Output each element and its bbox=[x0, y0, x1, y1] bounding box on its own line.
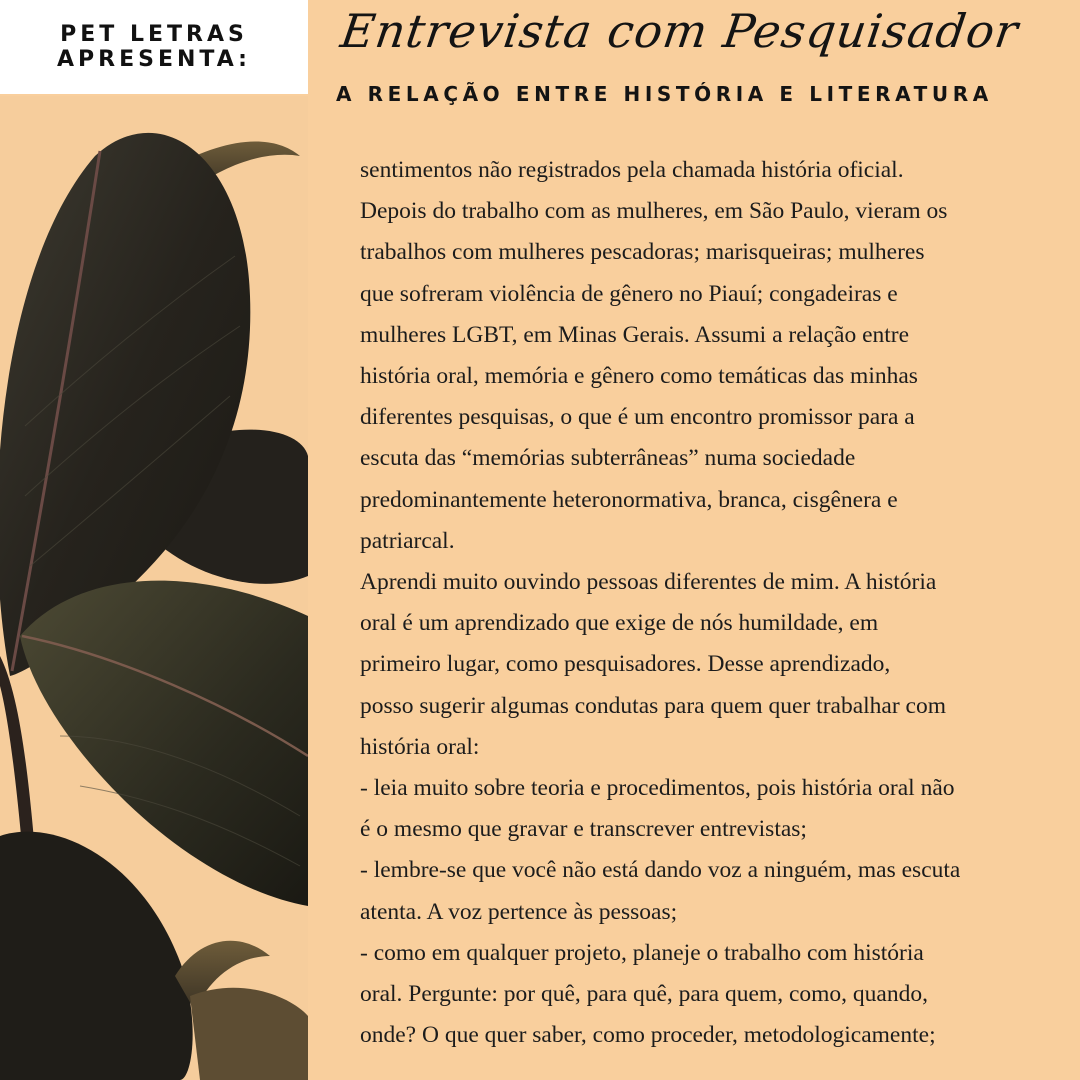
rubber-plant-leaves-icon bbox=[0, 96, 308, 1080]
text-line: Depois do trabalho com as mulheres, em São Paulo, vieram os bbox=[360, 198, 948, 225]
text-line: sentimentos não registrados pela chamada história oficial. bbox=[360, 157, 904, 183]
text-line: predominantemente heteronormativa, branca, cisgênera e bbox=[360, 486, 898, 513]
text-line: - lembre-se que você não está dando voz a ninguém, mas escuta bbox=[360, 857, 961, 884]
presenter-badge bbox=[0, 0, 308, 94]
text-line: atenta. A voz pertence às pessoas; bbox=[360, 898, 678, 925]
text-line: oral é um aprendizado que exige de nós humildade, em bbox=[360, 610, 879, 637]
text-line: diferentes pesquisas, o que é um encontro promissor para a bbox=[360, 404, 915, 431]
text-line: escuta das “memórias subterrâneas” numa sociedade bbox=[360, 445, 856, 472]
page-subtitle: A RELAÇÃO ENTRE HISTÓRIA E LITERATURA bbox=[336, 82, 993, 106]
page-title: Entrevista com Pesquisador bbox=[337, 4, 1023, 58]
text-line: - leia muito sobre teoria e procedimentos, pois história oral não bbox=[360, 775, 955, 802]
badge-line-1: PET LETRAS bbox=[60, 22, 248, 47]
badge-line-2: APRESENTA: bbox=[57, 47, 251, 72]
text-line: onde? O que quer saber, como proceder, metodologicamente; bbox=[360, 1022, 936, 1049]
text-line: - como em qualquer projeto, planeje o trabalho com história bbox=[360, 939, 924, 966]
text-line: Aprendi muito ouvindo pessoas diferentes de mim. A história bbox=[360, 569, 937, 596]
text-line: mulheres LGBT, em Minas Gerais. Assumi a relação entre bbox=[360, 321, 910, 348]
text-line: oral. Pergunte: por quê, para quê, para quem, como, quando, bbox=[360, 981, 928, 1008]
text-line: primeiro lugar, como pesquisadores. Desse aprendizado, bbox=[360, 651, 891, 678]
text-line: posso sugerir algumas condutas para quem quer trabalhar com bbox=[360, 692, 947, 719]
text-line: é o mesmo que gravar e transcrever entrevistas; bbox=[360, 816, 807, 843]
text-line: história oral, memória e gênero como temáticas das minhas bbox=[360, 363, 918, 390]
text-line: história oral: bbox=[360, 733, 480, 760]
text-line: trabalhos com mulheres pescadoras; marisqueiras; mulheres bbox=[360, 239, 925, 266]
text-line: patriarcal. bbox=[360, 527, 455, 554]
text-line: que sofreram violência de gênero no Piauí; congadeiras e bbox=[360, 280, 898, 307]
interview-text bbox=[360, 150, 1075, 1056]
plant-photo bbox=[0, 96, 308, 1080]
